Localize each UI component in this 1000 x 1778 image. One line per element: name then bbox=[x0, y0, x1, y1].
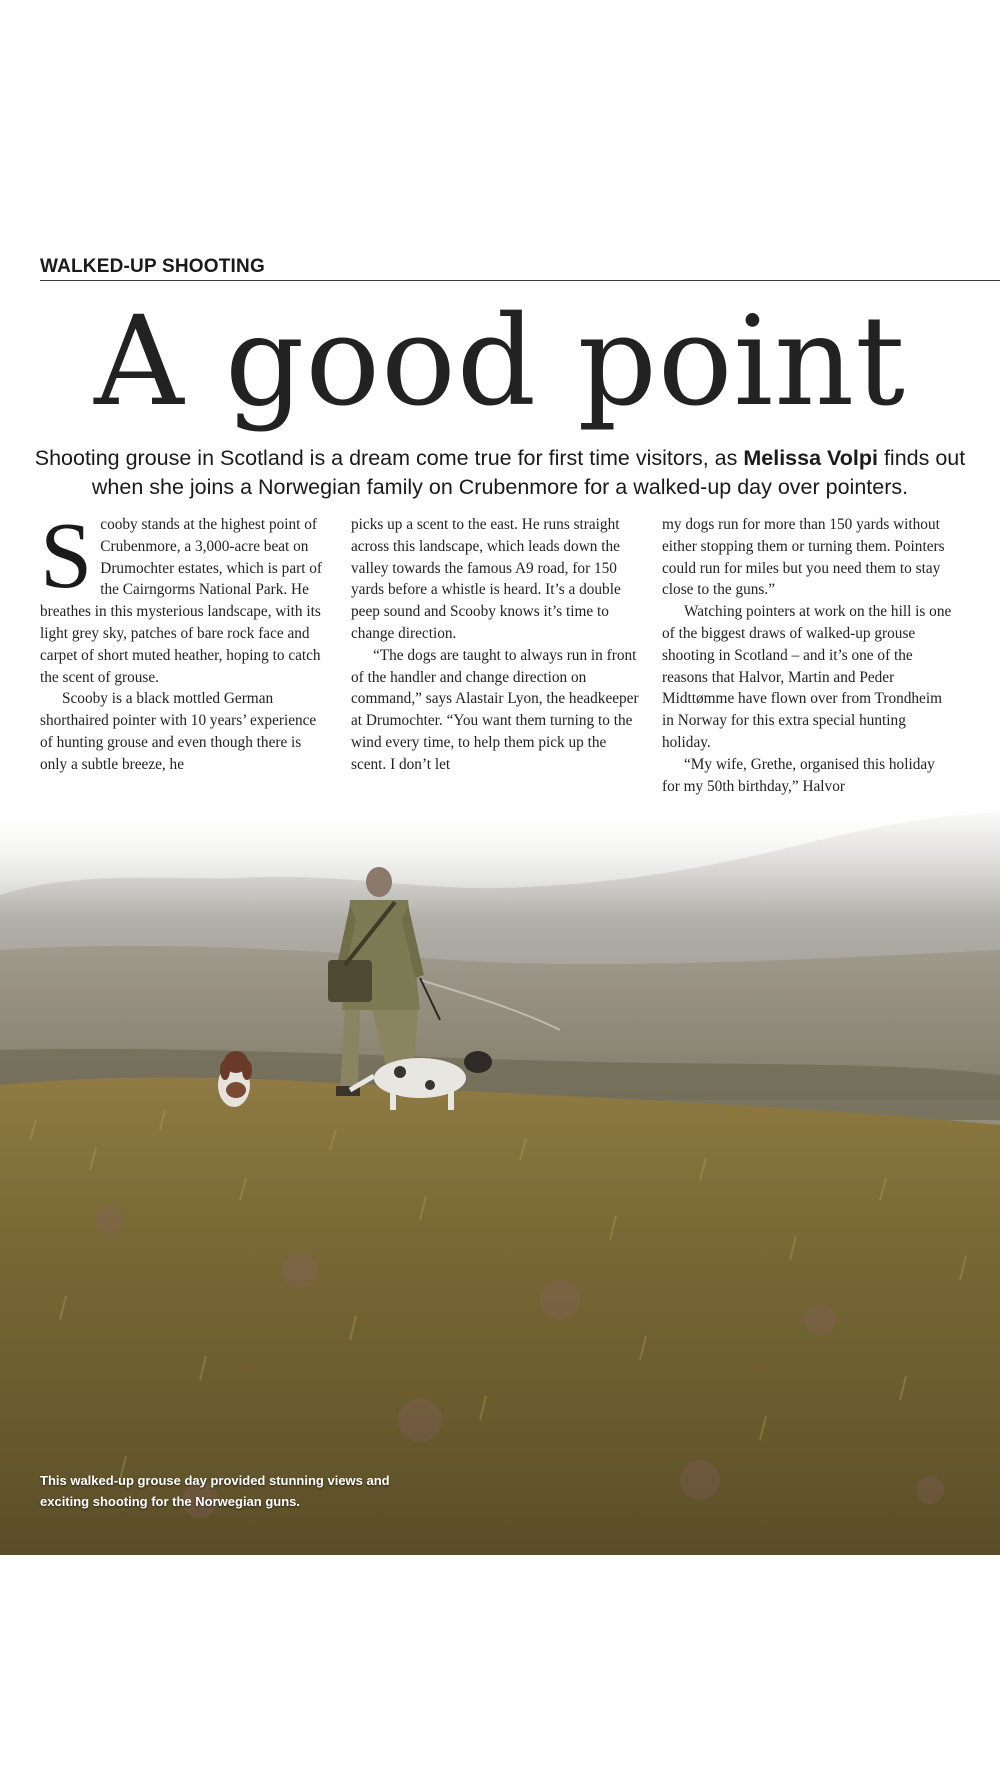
body-paragraph: picks up a scent to the east. He runs straight across this landscape, which leads down the valley towards the famous A9 road, for 150 yards before a whistle is heard. It’s a double peep sound and Scooby knows it’s time to change direction. bbox=[351, 516, 621, 642]
standfirst-text: Shooting grouse in Scotland is a dream come true for first time visitors, as bbox=[34, 446, 744, 470]
standfirst-text-end: finds out when she joins a Norwegian family on Crubenmore for a walked-up day over pointers. bbox=[91, 446, 966, 499]
body-paragraph: my dogs run for more than 150 yards without either stopping them or turning them. Pointers could run for miles but you need them to stay close to the guns.” bbox=[662, 516, 945, 599]
drop-cap: S bbox=[40, 504, 93, 608]
body-column-1 bbox=[40, 504, 330, 804]
section-divider bbox=[40, 280, 1000, 281]
body-column-3 bbox=[662, 514, 952, 804]
body-paragraph: “My wife, Grethe, organised this holiday for my 50th birthday,” Halvor bbox=[662, 755, 935, 795]
article-body bbox=[40, 504, 952, 804]
author-name: Melissa Volpi bbox=[743, 446, 878, 470]
photo-caption: This walked-up grouse day provided stunning views and exciting shooting for the Norwegian guns. bbox=[40, 1473, 390, 1509]
article-standfirst bbox=[20, 444, 980, 502]
body-column-2 bbox=[351, 514, 641, 804]
body-paragraph: Watching pointers at work on the hill is one of the biggest draws of walked-up grouse shooting in Scotland – and it’s one of the reasons that Halvor, Martin and Peder Midttømme have flown over from Trondheim in Norway for this extra special hunting holiday. bbox=[662, 603, 952, 751]
body-paragraph: Scooby is a black mottled German shorthaired pointer with 10 years’ experience of hunting grouse and even though there is only a subtle breeze, he bbox=[40, 690, 317, 773]
hero-photo bbox=[0, 800, 1000, 1555]
paragraph-text: cooby stands at the highest point of Crubenmore, a 3,000-acre beat on Drumochter estates, which is part of the Cairngorms National Park. He breathes in this mysterious landscape, with its light grey sky, patches of bare rock face and carpet of short muted heather, hoping to catch the scent of grouse. bbox=[40, 516, 323, 686]
moorland-landscape-image bbox=[0, 800, 1000, 1555]
body-paragraph bbox=[40, 504, 330, 688]
article-headline: A good point bbox=[94, 290, 906, 434]
body-paragraph: “The dogs are taught to always run in front of the handler and change direction on command,” says Alastair Lyon, the headkeeper at Drumochter. “You want them turning to the wind every time, to help them pick up the scent. I don’t let bbox=[351, 646, 639, 773]
section-label: WALKED-UP SHOOTING bbox=[40, 256, 265, 277]
